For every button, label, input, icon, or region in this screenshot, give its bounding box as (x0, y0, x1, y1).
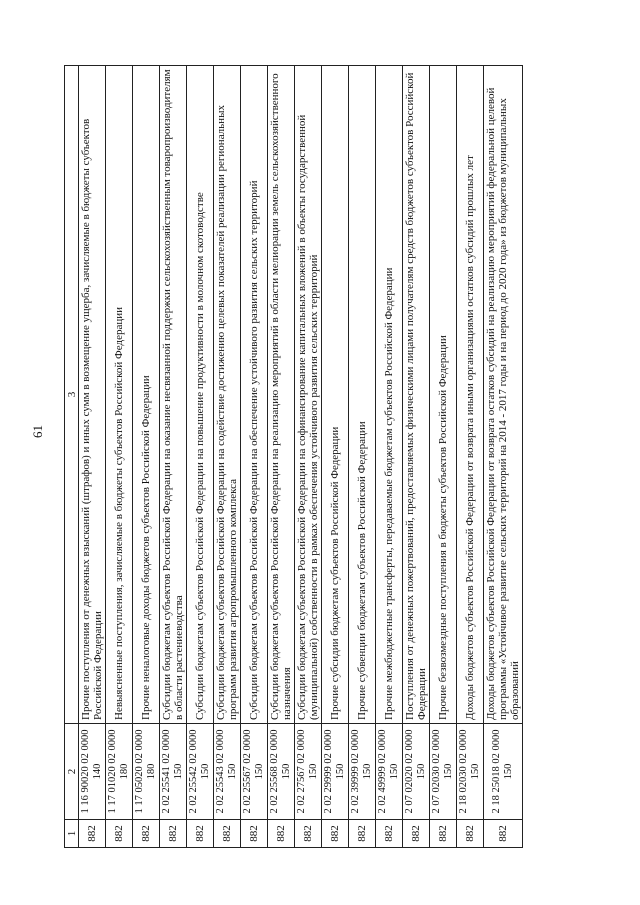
income-code-cell: 1 16 90020 02 0000 140 (79, 724, 106, 820)
table-row (376, 66, 403, 848)
income-name-cell: Субсидии бюджетам субъектов Российской Федерации на оказание несвязанной поддержки сельскохозяйственным товаропроизводителям в области растениеводства (160, 66, 187, 724)
income-name-cell: Прочие безвозмездные поступления в бюджеты субъектов Российской Федерации (430, 66, 457, 724)
table-row (79, 66, 106, 848)
income-code-cell: 2 02 25542 02 0000 150 (187, 724, 214, 820)
income-code-cell: 2 02 25541 02 0000 150 (160, 724, 187, 820)
income-code-cell: 2 02 25543 02 0000 150 (214, 724, 241, 820)
income-name-cell: Прочие поступления от денежных взысканий (штрафов) и иных сумм в возмещение ущерба, зачисляемые в бюджеты субъектов Российской Федерации (79, 66, 106, 724)
table-row (187, 66, 214, 848)
income-code-cell: 2 18 25018 02 0000 150 (484, 724, 523, 820)
income-name-cell: Субсидии бюджетам субъектов Российской Федерации на содействие достижению целевых показателей реализации региональных программ развития агропромышленного комплекса (214, 66, 241, 724)
table-row (133, 66, 160, 848)
income-name-cell: Субсидии бюджетам субъектов Российской Федерации на реализацию мероприятий в области мелиорации земель сельскохозяйственного назначения (268, 66, 295, 724)
income-code-cell: 2 07 02030 02 0000 150 (430, 724, 457, 820)
admin-code-cell: 882 (106, 820, 133, 848)
admin-code-cell: 882 (268, 820, 295, 848)
table-row (457, 66, 484, 848)
admin-code-cell: 882 (403, 820, 430, 848)
header-col-2: 2 (65, 724, 79, 820)
income-name-cell: Прочие субсидии бюджетам субъектов Российской Федерации (322, 66, 349, 724)
admin-code-cell: 882 (160, 820, 187, 848)
table-row (403, 66, 430, 848)
income-name-cell: Субсидии бюджетам субъектов Российской Федерации на обеспечение устойчивого развития сельских территорий (241, 66, 268, 724)
admin-code-cell: 882 (349, 820, 376, 848)
admin-code-cell: 882 (430, 820, 457, 848)
table-row (295, 66, 322, 848)
table-row (241, 66, 268, 848)
income-code-cell: 2 02 49999 02 0000 150 (376, 724, 403, 820)
admin-code-cell: 882 (241, 820, 268, 848)
admin-code-cell: 882 (457, 820, 484, 848)
admin-code-cell: 882 (484, 820, 523, 848)
income-name-cell: Невыясненные поступления, зачисляемые в бюджеты субъектов Российской Федерации (106, 66, 133, 724)
income-name-cell: Поступления от денежных пожертвований, предоставляемых физическими лицами получателям средств бюджетов субъектов Российской Федерации (403, 66, 430, 724)
income-codes-table (64, 65, 523, 848)
income-code-cell: 2 02 39999 02 0000 150 (349, 724, 376, 820)
income-code-cell: 2 02 25567 02 0000 150 (241, 724, 268, 820)
table-row (484, 66, 523, 848)
admin-code-cell: 882 (79, 820, 106, 848)
admin-code-cell: 882 (187, 820, 214, 848)
table-row (322, 66, 349, 848)
table-row (214, 66, 241, 848)
income-code-cell: 2 02 27567 02 0000 150 (295, 724, 322, 820)
income-name-cell: Доходы бюджетов субъектов Российской Федерации от возврата иными организациями остатков субсидий прошлых лет (457, 66, 484, 724)
income-code-cell: 2 07 02020 02 0000 150 (403, 724, 430, 820)
income-code-cell: 2 02 25568 02 0000 150 (268, 724, 295, 820)
admin-code-cell: 882 (322, 820, 349, 848)
table-header-row (65, 66, 79, 848)
admin-code-cell: 882 (133, 820, 160, 848)
income-name-cell: Прочие неналоговые доходы бюджетов субъектов Российской Федерации (133, 66, 160, 724)
table-row (106, 66, 133, 848)
income-code-cell: 2 18 02030 02 0000 150 (457, 724, 484, 820)
income-code-cell: 1 17 05020 02 0000 180 (133, 724, 160, 820)
income-name-cell: Прочие межбюджетные трансферты, передаваемые бюджетам субъектов Российской Федерации (376, 66, 403, 724)
header-col-3: 3 (65, 66, 79, 724)
header-col-1: 1 (65, 820, 79, 848)
table-row (160, 66, 187, 848)
admin-code-cell: 882 (376, 820, 403, 848)
income-name-cell: Доходы бюджетов субъектов Российской Федерации от возврата остатков субсидий на реализацию мероприятий федеральной целевой программы «Устойчивое развитие сельских территорий на 2014 - 2017 годы и на период до 2020 года» из бюджетов муниципальных образований (484, 66, 523, 724)
income-name-cell: Субсидии бюджетам субъектов Российской Федерации на повышение продуктивности в молочном скотоводстве (187, 66, 214, 724)
income-code-cell: 1 17 01020 02 0000 180 (106, 724, 133, 820)
admin-code-cell: 882 (214, 820, 241, 848)
page-number: 61 (30, 425, 45, 438)
admin-code-cell: 882 (295, 820, 322, 848)
income-name-cell: Прочие субвенции бюджетам субъектов Российской Федерации (349, 66, 376, 724)
rotated-table-container (64, 66, 616, 848)
table-row (349, 66, 376, 848)
table-row (268, 66, 295, 848)
table-row (430, 66, 457, 848)
income-code-cell: 2 02 29999 02 0000 150 (322, 724, 349, 820)
income-name-cell: Субсидии бюджетам субъектов Российской Федерации на софинансирование капитальных вложений в объекты государственной (муниципальной) собственности в рамках обеспечения устойчивого развития сельских территорий (295, 66, 322, 724)
